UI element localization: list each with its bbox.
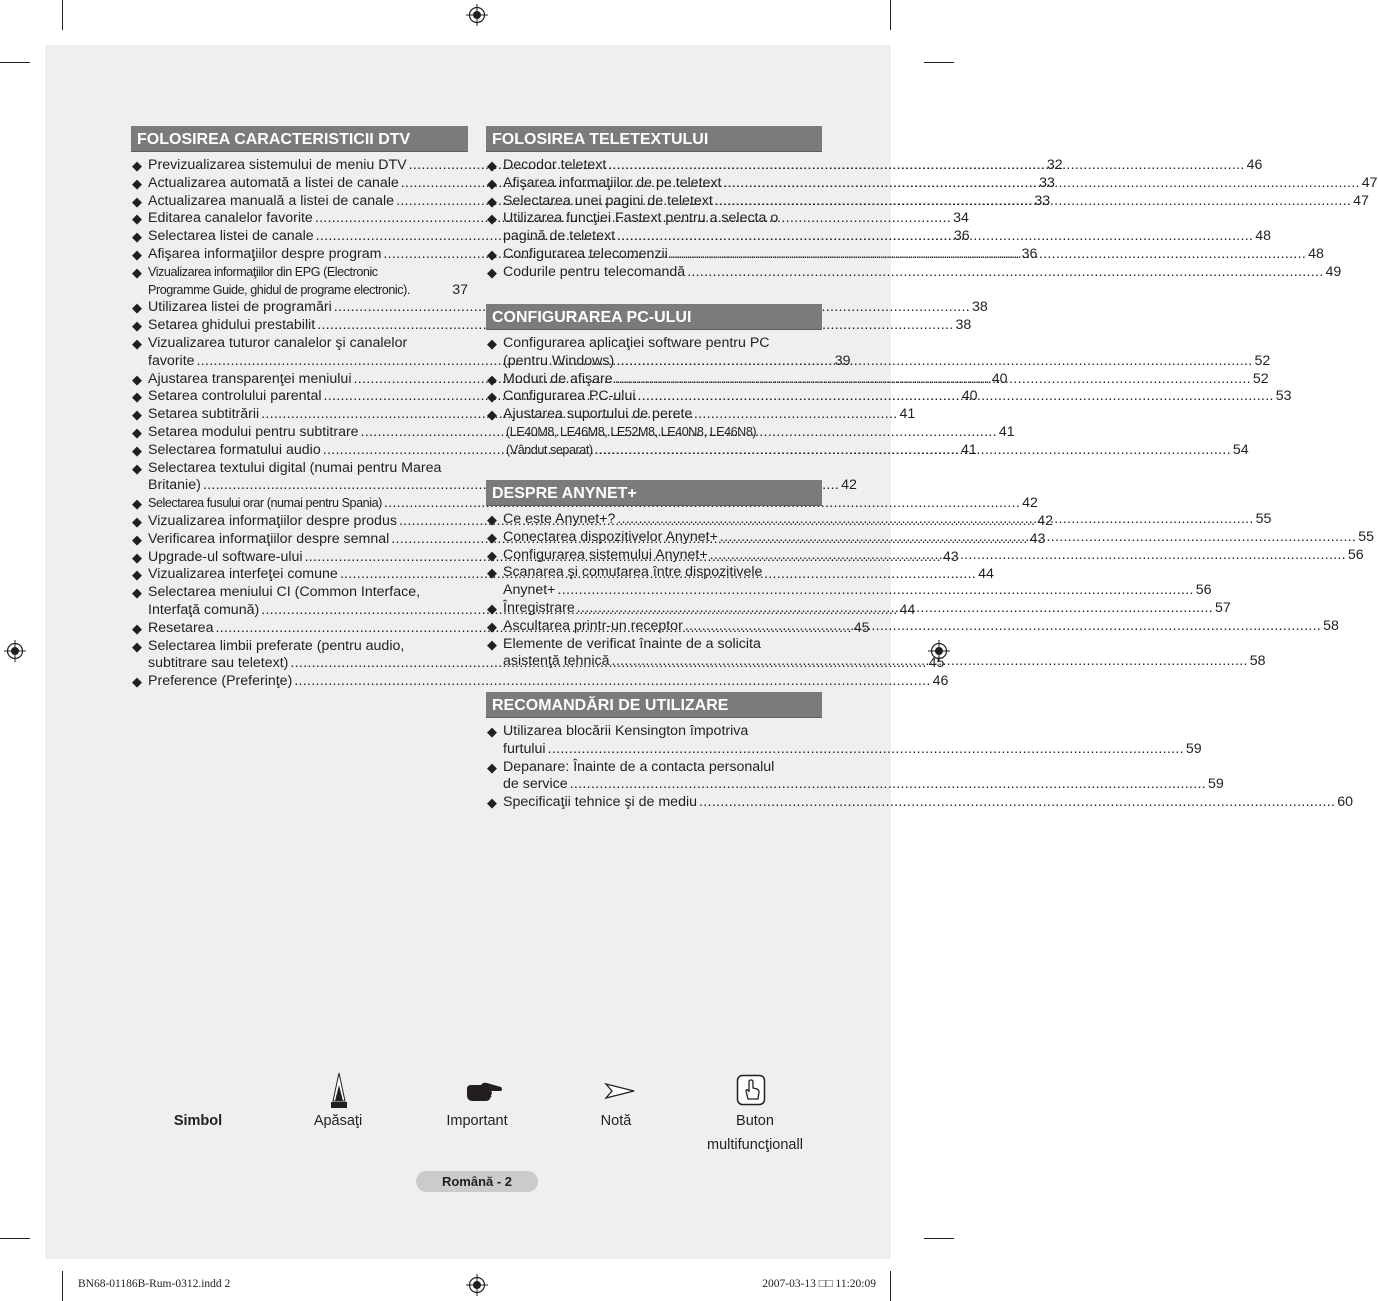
diamond-bullet-icon: ◆ [487, 759, 497, 775]
diamond-bullet-icon: ◆ [487, 175, 497, 191]
toc-entry[interactable] [131, 673, 949, 691]
toc-page-number: 54 [1232, 441, 1249, 458]
toc-entry-text: Setarea modului pentru subtitrare [148, 423, 359, 440]
toc-page-number: 48 [1255, 228, 1272, 245]
toc-entry-text: Selectarea textului digital (numai pentru Marea [148, 459, 442, 476]
diamond-bullet-icon: ◆ [487, 618, 497, 634]
toc-page-number: 36 [1021, 245, 1038, 262]
registration-mark-icon [4, 640, 26, 662]
toc-entry-text: pagină de teletext [503, 228, 616, 245]
toc-entry-text: Afişarea informaţiilor despre program [148, 245, 382, 262]
toc-entry-text: Programme Guide, ghidul de programe electronic). [148, 282, 410, 297]
registration-mark-icon [466, 4, 488, 26]
button-label-line2: multifuncţionall [707, 1137, 803, 1153]
leader-dots [548, 741, 1184, 759]
diamond-bullet-icon: ◆ [487, 264, 497, 280]
leader-dots [557, 582, 1193, 600]
toc-entry-line [503, 335, 822, 353]
section-title: DESPRE ANYNET+ [486, 480, 822, 506]
diamond-bullet-icon: ◆ [132, 585, 142, 601]
toc-entry-line [503, 564, 822, 582]
diamond-bullet-icon: ◆ [132, 531, 142, 547]
toc-page-number: 58 [1249, 653, 1266, 670]
toc-entry-text: Conectarea dispozitivelor Anynet+ [503, 528, 718, 545]
toc-page-number: 41 [998, 423, 1015, 440]
toc-entry-text: Afişarea informaţiilor de pe teletext [503, 174, 722, 191]
toc-entry-text: Anynet+ [503, 582, 556, 599]
toc-entry-text: Configurarea PC-ului [503, 388, 636, 405]
toc-entry-line [503, 263, 1342, 282]
diamond-bullet-icon: ◆ [487, 636, 497, 652]
leader-dots [720, 529, 1356, 547]
leader-dots [577, 600, 1213, 618]
diamond-bullet-icon: ◆ [487, 795, 497, 811]
press-label: Apăsaţi [313, 1113, 363, 1129]
section-title: FOLOSIREA CARACTERISTICII DTV [131, 126, 468, 152]
toc-entry-line [148, 335, 468, 353]
diamond-bullet-icon: ◆ [132, 300, 142, 316]
toc-entry-text: Selectarea formatului audio [148, 441, 321, 458]
toc-entry-text: Ce este Anynet+? [503, 511, 616, 527]
toc-entry-line [503, 406, 822, 424]
crop-mark [924, 62, 954, 63]
toc-entry-text: asistenţă tehnică [503, 653, 610, 670]
toc-entry-line [148, 673, 949, 691]
diamond-bullet-icon: ◆ [487, 724, 497, 739]
toc-section-recommendations [486, 692, 1354, 812]
leader-dots [615, 371, 1251, 389]
crop-mark [62, 1271, 63, 1301]
toc-page-number: 53 [1275, 388, 1292, 405]
crop-mark [62, 0, 63, 30]
toc-entry-text: Configurarea aplicaţiei software pentru PC [503, 335, 770, 351]
toc-entry-text: Setarea subtitrării [148, 406, 260, 423]
toc-entry-text: Configurarea telecomenzii [503, 245, 668, 262]
toc-entry-text: Înregistrare [503, 599, 575, 616]
diamond-bullet-icon: ◆ [487, 529, 497, 545]
toc-page-number: 47 [1353, 192, 1369, 209]
toc-page-number: 48 [1308, 245, 1324, 262]
toc-page-number: 41 [960, 441, 977, 458]
button-label-line1: Buton [736, 1113, 774, 1129]
toc-entry-text: Upgrade-ul software-ului [148, 548, 303, 565]
leader-dots [670, 246, 1306, 264]
toc-entry-text: Resetarea [148, 619, 214, 636]
toc-entry-line [503, 794, 1354, 812]
diamond-bullet-icon: ◆ [487, 407, 497, 423]
toc-page-number: 39 [834, 352, 851, 369]
diamond-bullet-icon: ◆ [487, 371, 497, 387]
toc-entry-text: Codurile pentru telecomandă [503, 263, 686, 280]
toc-page-number: 44 [978, 566, 994, 583]
toc-entry-text: Ajustarea transparenţei meniului [148, 370, 352, 387]
leader-dots [611, 653, 1247, 671]
diamond-bullet-icon: ◆ [132, 158, 142, 173]
note-label: Notă [600, 1113, 632, 1129]
toc-page-number: 37 [452, 281, 468, 298]
leader-dots [617, 228, 1253, 246]
toc-entry-line [148, 282, 468, 300]
diamond-bullet-icon: ◆ [132, 424, 142, 440]
diamond-bullet-icon: ◆ [132, 389, 142, 405]
diamond-bullet-icon: ◆ [132, 460, 142, 476]
toc-entry-text: Decodor teletext [503, 157, 607, 173]
diamond-bullet-icon: ◆ [487, 193, 497, 209]
leader-dots [570, 776, 1206, 794]
crop-mark [924, 1238, 954, 1239]
toc-entry[interactable] [131, 264, 468, 300]
toc-entry-text: Preference (Preferinţe) [148, 673, 293, 690]
toc-page-number: 52 [1254, 352, 1271, 369]
diamond-bullet-icon: ◆ [487, 211, 497, 227]
diamond-bullet-icon: ◆ [132, 229, 142, 245]
diamond-bullet-icon: ◆ [487, 389, 497, 405]
toc-page-number: 46 [932, 673, 949, 690]
toc-entry-text: favorite [148, 352, 195, 369]
toc-entry-line [503, 723, 822, 741]
toc-entry-text: Vizualizarea tuturor canalelor şi canalelor [148, 334, 408, 351]
diamond-bullet-icon: ◆ [132, 193, 142, 209]
toc-page-number: 43 [942, 548, 959, 565]
toc-entry-text: Actualizarea automată a listei de canale [148, 174, 399, 191]
diamond-bullet-icon: ◆ [132, 549, 142, 565]
diamond-bullet-icon: ◆ [132, 211, 142, 227]
leader-dots [616, 353, 1252, 371]
toc-page-number: 57 [1215, 599, 1231, 616]
toc-page-number: 47 [1361, 174, 1378, 191]
toc-entry-line [148, 584, 468, 602]
toc-entry-text: Moduri de afişare [503, 370, 613, 387]
toc-page-number: 34 [953, 210, 969, 227]
file-slug: BN68-01186B-Rum-0312.indd 2 [78, 1278, 231, 1290]
toc-entry-text: Actualizarea manuală a listei de canale [148, 192, 395, 209]
diamond-bullet-icon: ◆ [132, 407, 142, 423]
toc-entry[interactable] [486, 758, 1224, 795]
diamond-bullet-icon: ◆ [132, 175, 142, 191]
diamond-bullet-icon: ◆ [487, 246, 497, 262]
toc-entry-text: Previzualizarea sistemului de meniu DTV [148, 157, 407, 173]
toc-entry-text: (pentru Windows) [503, 352, 615, 369]
toc-entry-line [503, 636, 822, 654]
toc-entry-line [503, 776, 1224, 794]
toc-entry-line [503, 740, 1202, 759]
leader-dots [608, 157, 1244, 175]
diamond-bullet-icon: ◆ [132, 264, 142, 280]
toc-entry-text: subtitrare sau teletext) [148, 655, 289, 672]
toc-entry[interactable] [131, 299, 988, 317]
diamond-bullet-icon: ◆ [132, 513, 142, 529]
toc-page-number: 40 [991, 370, 1008, 387]
toc-page-number: 58 [1323, 617, 1339, 634]
toc-page-number: 33 [1034, 192, 1051, 209]
toc-entry[interactable] [131, 495, 1038, 513]
diamond-bullet-icon: ◆ [132, 318, 142, 334]
section-title: CONFIGURAREA PC-ULUI [486, 304, 822, 330]
diamond-bullet-icon: ◆ [132, 442, 142, 458]
toc-entry-text: Specificaţii tehnice şi de mediu [503, 794, 697, 811]
toc-page-number: 44 [899, 601, 916, 618]
toc-entry-line [148, 460, 468, 478]
toc-entry-text: Scanarea şi comutarea între dispozitivele [503, 564, 763, 581]
diamond-bullet-icon: ◆ [487, 600, 497, 616]
toc-entry-text: furtului [503, 740, 546, 757]
crop-mark [890, 1271, 891, 1301]
toc-page-number: 46 [1246, 157, 1263, 173]
toc-entry-line [148, 264, 468, 282]
important-label: Important [446, 1113, 508, 1129]
toc-page-number: 49 [1325, 263, 1342, 280]
leader-dots [595, 442, 1231, 460]
toc-page-number: 55 [1255, 511, 1272, 527]
toc-page-number: 59 [1185, 740, 1202, 757]
toc-page-number: 38 [971, 299, 988, 316]
toc-entry-text: (LE40M8, LE46M8, LE52M8, LE40N8, LE46N8) [506, 424, 757, 439]
toc-entry-text: (Vândut separat) [506, 442, 593, 457]
diamond-bullet-icon: ◆ [132, 567, 142, 583]
leader-dots [715, 193, 1351, 211]
toc-entry-text: Depanare: Înainte de a contacta personalul [503, 758, 775, 775]
leader-dots [637, 388, 1273, 406]
toc-entry-text: Selectarea fusului orar (numai pentru Spania) [148, 496, 382, 511]
toc-entry-text: Vizualizarea informaţiilor despre produs [148, 512, 397, 529]
leader-dots [699, 794, 1335, 812]
toc-entry-text: Selectarea unei pagini de teletext [503, 192, 713, 209]
toc-entry-line [503, 582, 1212, 600]
toc-entry-text: Editarea canalelor favorite [148, 210, 313, 227]
toc-entry-text: Utilizarea listei de programări [148, 299, 332, 316]
toc-entry-line [148, 299, 988, 317]
toc-page-number: 42 [1022, 495, 1038, 512]
toc-entry-text: de service [503, 776, 568, 793]
toc-entry-text: Utilizarea blocării Kensington împotriva [503, 723, 749, 739]
toc-entry-text: Ascultarea printr-un receptor [503, 617, 683, 634]
diamond-bullet-icon: ◆ [487, 336, 497, 351]
toc-entry-text: Verificarea informaţiilor despre semnal [148, 530, 390, 547]
diamond-bullet-icon: ◆ [132, 638, 142, 654]
diamond-bullet-icon: ◆ [132, 620, 142, 636]
crop-mark [890, 0, 891, 30]
leader-dots [685, 618, 1321, 636]
leader-dots [687, 264, 1323, 282]
toc-entry-line [503, 210, 822, 228]
toc-entry-line [503, 424, 822, 442]
toc-page-number: 32 [1046, 157, 1063, 173]
toc-entry-text: Interfaţă comună) [148, 601, 260, 618]
toc-entry[interactable] [486, 263, 1342, 282]
toc-page-number: 56 [1195, 582, 1212, 599]
toc-entry-text: Elemente de verificat înainte de a solicita [503, 635, 761, 652]
symbol-label: Simbol [173, 1113, 223, 1129]
toc-page-number: 45 [928, 655, 945, 672]
section-title: FOLOSIREA TELETEXTULUI [486, 126, 822, 152]
toc-entry-text: Setarea ghidului prestabilit [148, 317, 316, 334]
toc-page-number: 43 [1029, 530, 1046, 547]
toc-entry-text: Selectarea listei de canale [148, 228, 314, 245]
page-number-badge: Română - 2 [416, 1171, 538, 1192]
toc-entry-line [503, 759, 822, 777]
diamond-bullet-icon: ◆ [132, 496, 142, 512]
section-title: RECOMANDĂRI DE UTILIZARE [486, 692, 822, 718]
toc-page-number: 33 [1039, 174, 1055, 191]
crop-mark [0, 62, 30, 63]
date-slug: 2007-03-13 □□ 11:20:09 [762, 1278, 876, 1290]
toc-page-number: 59 [1207, 776, 1224, 793]
leader-dots [294, 673, 930, 691]
toc-page-number: 45 [853, 619, 870, 636]
toc-page-number: 56 [1347, 546, 1364, 563]
toc-entry[interactable] [486, 723, 1202, 759]
toc-entry-text: Utilizarea funcţiei Fastext pentru a selecta o [503, 210, 779, 227]
diamond-bullet-icon: ◆ [132, 674, 142, 690]
diamond-bullet-icon: ◆ [487, 565, 497, 581]
diamond-bullet-icon: ◆ [487, 158, 497, 173]
diamond-bullet-icon: ◆ [487, 512, 497, 527]
toc-page-number: 36 [953, 228, 970, 245]
leader-dots [723, 175, 1359, 193]
toc-page-number: 42 [1037, 512, 1053, 529]
toc-page-number: 38 [955, 317, 972, 334]
toc-entry-text: Selectarea meniului CI (Common Interface, [148, 584, 421, 601]
toc-entry-text: Britanie) [148, 477, 201, 494]
registration-mark-icon [466, 1274, 488, 1296]
toc-entry-line [148, 495, 1038, 513]
toc-entry-text: Configurarea sistemului Anynet+ [503, 546, 708, 563]
toc-list [486, 723, 1354, 812]
toc-page-number: 40 [961, 388, 978, 405]
toc-page-number: 41 [899, 406, 916, 423]
toc-page-number: 55 [1358, 528, 1374, 545]
toc-entry-line [148, 638, 468, 656]
diamond-bullet-icon: ◆ [132, 246, 142, 262]
toc-entry-text: Vizualizarea interfeţei comune [148, 566, 338, 583]
crop-mark [0, 1238, 30, 1239]
leader-dots [617, 511, 1253, 529]
leader-dots [710, 547, 1346, 565]
diamond-bullet-icon: ◆ [132, 371, 142, 387]
diamond-bullet-icon: ◆ [487, 547, 497, 563]
toc-entry-text: Setarea controlului parental [148, 388, 322, 405]
toc-entry-text: Selectarea limbii preferate (pentru audio, [148, 637, 405, 654]
diamond-bullet-icon: ◆ [132, 335, 142, 351]
toc-page-number: 60 [1337, 794, 1354, 811]
toc-page-number: 52 [1252, 370, 1269, 387]
toc-entry-text: Vizualizarea informaţiilor din EPG (Electronic [148, 264, 378, 279]
toc-entry[interactable] [486, 794, 1354, 812]
toc-entry-text: Ajustarea suportului de perete [503, 406, 693, 423]
toc-page-number: 42 [841, 477, 857, 494]
